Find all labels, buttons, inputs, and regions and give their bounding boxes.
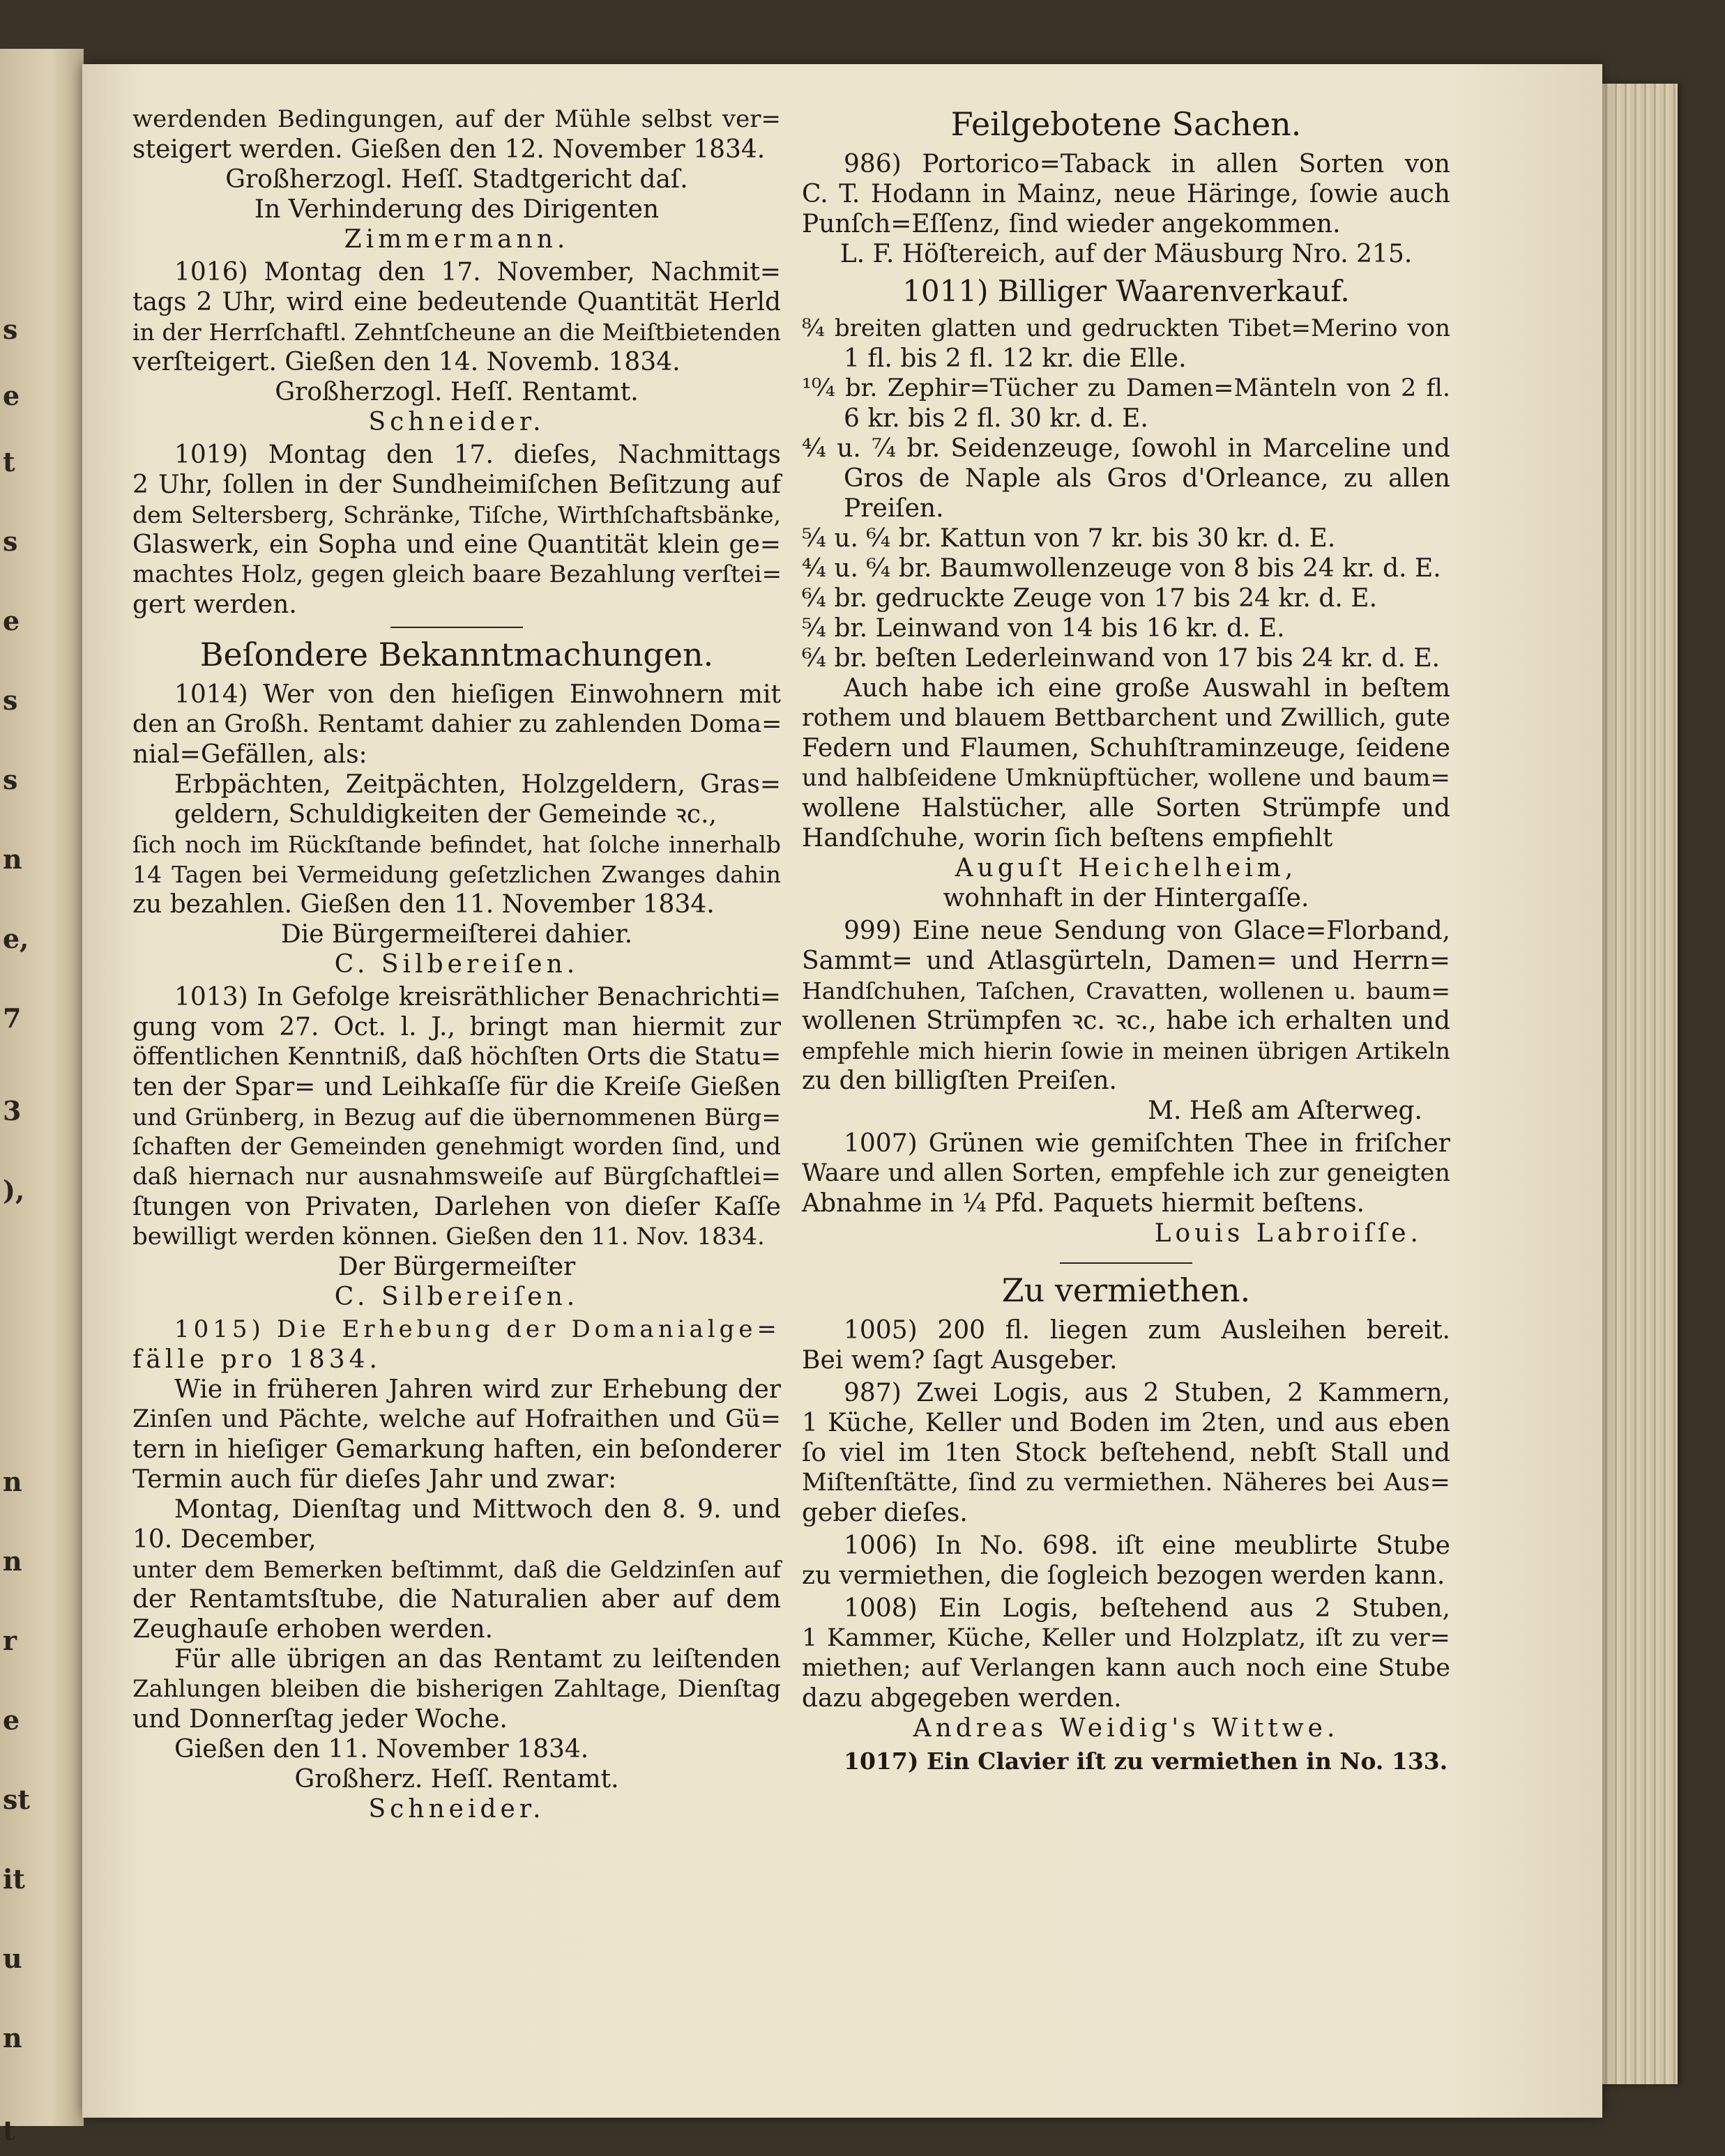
text-line: zu vermiethen, die ſogleich bezogen werden kann. [802, 1561, 1445, 1590]
text-line: tags 2 Uhr, wird eine bedeutende Quantität Herld [132, 288, 781, 316]
ad-1011 [802, 314, 1450, 913]
text-line: ſchaften der Gemeinden genehmigt worden ſind, und [132, 1133, 781, 1161]
signature-name: Schneider. [368, 1795, 545, 1824]
text-line: 1013) In Gefolge kreisräthlicher Benachrichti= [174, 983, 781, 1011]
text-line: ⁸⁄₄ breiten glatten und gedruckten Tibet=Merino von [802, 314, 1450, 342]
text-line: 1 fl. bis 2 fl. 12 kr. die Elle. [844, 344, 1187, 373]
facing-page-fragment: t [3, 2115, 15, 2146]
text-line: bewilligt werden können. Gießen den 11. Nov. 1834. [132, 1223, 765, 1251]
ad-1006 [802, 1531, 1450, 1591]
text-line: gung vom 27. Oct. l. J., bringt man hiermit zur [132, 1013, 781, 1041]
facing-page-fragment: u [3, 1943, 22, 1974]
text-line: daß hiernach nur ausnahmsweiſe auf Bürgſchaftlei= [132, 1163, 781, 1191]
facing-page-fragment: ), [3, 1175, 25, 1206]
text-line: 1014) Wer von den hieſigen Einwohnern mit [174, 680, 781, 709]
text-line: Sammt= und Atlasgürteln, Damen= und Herrn= [802, 947, 1450, 975]
text-line: 1005) 200 fl. liegen zum Ausleihen bereit. [844, 1316, 1450, 1345]
facing-page-fragment: e [3, 605, 20, 636]
facing-page-fragment: n [3, 843, 22, 875]
text-line: Gießen den 11. November 1834. [174, 1735, 589, 1764]
facing-page-fragment: e [3, 380, 20, 411]
text-line: geber dieſes. [802, 1499, 968, 1527]
ad-987 [802, 1378, 1450, 1528]
text-line: Abnahme in ¼ Pfd. Paquets hiermit beſtens. [802, 1189, 1365, 1218]
text-line: Zinſen und Pächte, welche auf Hofraithen und Gü= [132, 1405, 781, 1433]
signature-name: Zimmermann. [344, 225, 570, 254]
text-line: nial=Gefällen, als: [132, 740, 367, 769]
section-heading: Feilgebotene Sachen. [950, 105, 1302, 143]
text-line: 14 Tagen bei Vermeidung geſetzlichen Zwanges dahin [132, 861, 781, 888]
section-divider [390, 627, 523, 628]
text-line: 1017) Ein Clavier iſt zu vermiethen in No. 133. [844, 1748, 1448, 1775]
text-line: tern in hieſiger Gemarkung haften, ein beſonderer [132, 1435, 781, 1464]
ad-1014 [132, 680, 781, 979]
left-column [132, 105, 781, 1824]
signature: Der Bürgermeiſter [337, 1253, 576, 1281]
text-line: ⁴⁄₄ u. ⁷⁄₄ br. Seidenzeuge, ſowohl in Marceline und [802, 434, 1450, 463]
text-line: fälle pro 1834. [132, 1345, 381, 1374]
ad-1017 [802, 1746, 1450, 1776]
section-divider [1060, 1262, 1192, 1264]
text-line: und Grünberg, in Bezug auf die übernommenen Bürg= [132, 1103, 781, 1131]
ad-1019 [132, 440, 781, 620]
signature: Die Bürgermeiſterei dahier. [280, 920, 633, 949]
facing-page-fragment: n [3, 1545, 22, 1577]
text-line: ſich noch im Rückſtande befindet, hat ſolche innerhalb [132, 831, 781, 858]
facing-page-fragment: st [3, 1784, 30, 1815]
text-line: Federn und Flaumen, Schuhſtraminzeuge, ſeidene [802, 734, 1450, 763]
text-line: ſo viel im 1ten Stock beſtehend, nebſt Stall und [802, 1439, 1450, 1467]
text-line: ⁶⁄₄ br. gedruckte Zeuge von 17 bis 24 kr. d. E. [802, 584, 1378, 613]
text-line: Wie in früheren Jahren wird zur Erhebung der [174, 1375, 781, 1404]
signature-name: Andreas Weidig's Wittwe. [913, 1714, 1339, 1743]
text-line: 1019) Montag den 17. dieſes, Nachmittags [174, 441, 781, 469]
text-line: ſtungen von Privaten, Darlehen von dieſer Kaſſe [132, 1193, 781, 1221]
facing-page-fragment: n [3, 2022, 22, 2054]
signature-name: Louis Labroiſſe. [1154, 1219, 1422, 1248]
text-line: ⁵⁄₄ u. ⁶⁄₄ br. Kattun von 7 kr. bis 30 kr. d. E. [802, 524, 1336, 553]
signature: wohnhaft in der Hintergaſſe. [943, 884, 1309, 912]
text-line: in der Herrſchaftl. Zehntſcheune an die Meiſtbietenden [132, 319, 781, 346]
text-line: ten der Spar= und Leihkaſſe für die Kreiſe Gießen [132, 1073, 781, 1101]
text-line: Punſch=Eſſenz, ſind wieder angekommen. [802, 210, 1341, 238]
signature: L. F. Höſtereich, auf der Mäusburg Nro. 215. [839, 240, 1413, 268]
text-line: ⁵⁄₄ br. Leinwand von 14 bis 16 kr. d. E. [802, 614, 1285, 643]
signature-name: Auguſt Heichelheim, [955, 854, 1298, 882]
text-line: gert werden. [132, 590, 297, 619]
text-line: ⁶⁄₄ br. beſten Lederleinwand von 17 bis 24 kr. d. E. [802, 644, 1441, 673]
text-line: dazu abgegeben werden. [802, 1684, 1122, 1713]
signature: Großherzogl. Heſſ. Stadtgericht daſ. [225, 165, 688, 194]
ad-1015 [132, 1315, 781, 1824]
signature-name: C. Silbereiſen. [334, 1283, 579, 1311]
text-line: 1008) Ein Logis, beſtehend aus 2 Stuben, [844, 1594, 1450, 1623]
text-line: 2 Uhr, ſollen in der Sundheimiſchen Beſitzung auf [132, 471, 781, 499]
signature-name: C. Silbereiſen. [334, 950, 579, 979]
ad-986 [802, 149, 1450, 269]
text-line: zu den billigſten Preiſen. [802, 1066, 1117, 1095]
right-column [802, 105, 1450, 1776]
facing-page-fragment: 7 [3, 1002, 22, 1034]
ad-1008 [802, 1593, 1450, 1743]
text-line: 1006) In No. 698. iſt eine meublirte Stube [844, 1531, 1450, 1560]
facing-page-fragment: n [3, 1466, 22, 1497]
facing-page-fragment: e [3, 1704, 20, 1736]
text-line: wollenen Strümpfen ꝛc. ꝛc., habe ich erhalten und [802, 1007, 1450, 1035]
signature: Großherzogl. Heſſ. Rentamt. [275, 378, 639, 406]
facing-page-fragment: s [3, 314, 18, 345]
text-line: miethen; auf Verlangen kann auch noch eine Stube [802, 1654, 1450, 1682]
ad-1013 [132, 982, 781, 1312]
text-line: wollene Halstücher, alle Sorten Strümpfe und [802, 794, 1450, 823]
text-line: ⁴⁄₄ u. ⁶⁄₄ br. Baumwollenzeuge von 8 bis 24 kr. d. E. [802, 554, 1441, 583]
text-line: 1 Kammer, Küche, Keller und Holzplatz, iſt zu ver= [802, 1624, 1450, 1652]
text-line: Waare und allen Sorten, empfehle ich zur geneigten [802, 1159, 1450, 1187]
ad-999 [802, 916, 1450, 1126]
ad-1005 [802, 1315, 1450, 1375]
text-line: ¹⁰⁄₄ br. Zephir=Tücher zu Damen=Mänteln von 2 fl. [802, 374, 1450, 402]
text-line: zu bezahlen. Gießen den 11. November 1834. [132, 890, 715, 919]
section-heading: Beſondere Bekanntmachungen. [199, 636, 714, 673]
facing-page-edge [0, 49, 84, 2146]
section-heading: Zu vermiethen. [1001, 1271, 1251, 1309]
signature: Großherz. Heſſ. Rentamt. [294, 1765, 619, 1794]
text-line: Handſchuhen, Taſchen, Cravatten, wollenen u. baum= [802, 977, 1450, 1004]
text-line: Glaswerk, ein Sopha und eine Quantität klein ge= [132, 530, 781, 559]
ad-1007 [802, 1129, 1450, 1248]
text-line: Preiſen. [844, 494, 944, 523]
text-line: Gros de Naple als Gros d'Orleance, zu allen [844, 464, 1450, 493]
facing-page-fragment: t [3, 446, 15, 477]
text-line: unter dem Bemerken beſtimmt, daß die Geldzinſen auf [132, 1556, 781, 1583]
text-line: öffentlichen Kenntniß, daß höchſten Orts die Statu= [132, 1043, 782, 1071]
text-line: Termin auch für dieſes Jahr und zwar: [132, 1465, 617, 1494]
text-line: der Rentamtsſtube, die Naturalien aber auf dem [132, 1585, 781, 1614]
text-line: machtes Holz, gegen gleich baare Bezahlung verſtei= [132, 560, 782, 588]
text-line: Bei wem? ſagt Ausgeber. [802, 1346, 1118, 1375]
ad-1011-title: 1011) Billiger Waarenverkauf. [902, 274, 1350, 308]
text-line: 999) Eine neue Sendung von Glace=Florband, [844, 917, 1450, 945]
facing-page-fragment: e, [3, 923, 29, 954]
facing-page-fragment: r [3, 1625, 17, 1656]
text-line: Erbpächten, Zeitpächten, Holzgeldern, Gras= [174, 770, 781, 799]
text-line: Handſchuhe, worin ſich beſtens empfiehlt [802, 824, 1333, 853]
facing-page-fragment: s [3, 685, 18, 716]
text-line: Zahlungen bleiben die bisherigen Zahltage, Dienſtag [132, 1675, 781, 1703]
text-line: 986) Portorico=Taback in allen Sorten von [844, 150, 1450, 178]
text-line: steigert werden. Gießen den 12. November 1834. [132, 135, 766, 164]
text-line: 987) Zwei Logis, aus 2 Stuben, 2 Kammern, [844, 1379, 1450, 1407]
signature: M. Heß am Aſterweg. [1148, 1096, 1422, 1125]
facing-page-fragment: s [3, 526, 18, 557]
text-line: Für alle übrigen an das Rentamt zu leiſtenden [174, 1645, 781, 1674]
text-line: C. T. Hodann in Mainz, neue Häringe, ſowie auch [802, 180, 1450, 208]
page-stack-edge [1601, 84, 1678, 2084]
text-line: 1007) Grünen wie gemiſchten Thee in friſcher [844, 1129, 1450, 1158]
ad-1016 [132, 257, 781, 437]
text-line: 6 kr. bis 2 fl. 30 kr. d. E. [844, 404, 1148, 433]
text-line: Montag, Dienſtag und Mittwoch den 8. 9. und [174, 1495, 781, 1524]
ad-continuation [132, 105, 781, 254]
text-line: Miſtenſtätte, ſind zu vermiethen. Näheres bei Aus= [802, 1469, 1450, 1497]
text-line: geldern, Schuldigkeiten der Gemeinde ꝛc., [174, 800, 717, 829]
text-line: dem Seltersberg, Schränke, Tiſche, Wirthſchaftsbänke, [132, 501, 781, 528]
text-line: 1 Küche, Keller und Boden im 2ten, und aus eben [802, 1409, 1450, 1437]
text-line: und halbſeidene Umknüpftücher, wollene und baum= [802, 764, 1450, 792]
text-line: Zeughauſe erhoben werden. [132, 1615, 494, 1644]
text-line: den an Großh. Rentamt dahier zu zahlenden Doma= [132, 710, 782, 738]
text-line: empfehle mich hierin ſowie in meinen übrigen Artikeln [802, 1037, 1450, 1064]
facing-page-fragment: 3 [3, 1095, 22, 1126]
facing-page-fragment: s [3, 764, 18, 795]
text-line: 10. December, [132, 1525, 317, 1554]
text-line: 1016) Montag den 17. November, Nachmit= [174, 258, 781, 286]
signature-name: Schneider. [368, 408, 545, 436]
text-line: Auch habe ich eine große Auswahl in beſtem [844, 674, 1450, 703]
facing-page-fragment: it [3, 1863, 25, 1895]
text-line: 1015) Die Erhebung der Domanialge= [174, 1315, 781, 1343]
text-line: und Donnerſtag jeder Woche. [132, 1705, 508, 1734]
text-line: werdenden Bedingungen, auf der Mühle selbst ver= [132, 105, 781, 133]
text-line: rothem und blauem Bettbarchent und Zwillich, gute [802, 704, 1450, 732]
signature: In Verhinderung des Dirigenten [254, 195, 660, 224]
text-line: verſteigert. Gießen den 14. Novemb. 1834. [132, 348, 681, 376]
